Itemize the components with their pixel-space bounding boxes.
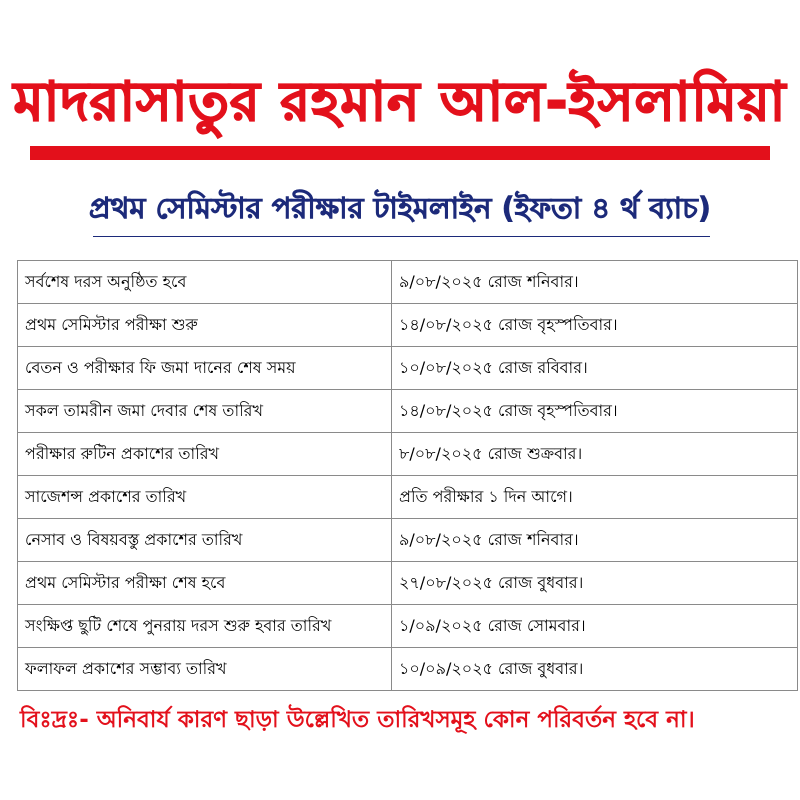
- date-cell: প্রতি পরীক্ষার ১ দিন আগে।: [392, 476, 798, 519]
- institution-title: মাদরাসাতুর রহমান আল-ইসলামিয়া: [13, 70, 787, 133]
- event-cell: সাজেশন্স প্রকাশের তারিখ: [18, 476, 392, 519]
- event-cell: বেতন ও পরীক্ষার ফি জমা দানের শেষ সময়: [18, 347, 392, 390]
- notice-text: বিঃদ্রঃ- অনিবার্য কারণ ছাড়া উল্লেখিত তারিখসমূহ কোন পরিবর্তন হবে না।: [20, 707, 695, 733]
- date-cell: ২৭/০৮/২০২৫ রোজ বুধবার।: [392, 562, 798, 605]
- timeline-subtitle: প্রথম সেমিস্টার পরীক্ষার টাইমলাইন (ইফতা ৪ র্থ ব্যাচ): [89, 191, 711, 225]
- table-row: [18, 519, 798, 562]
- event-cell: সকল তামরীন জমা দেবার শেষ তারিখ: [18, 390, 392, 433]
- date-cell: ৯/০৮/২০২৫ রোজ শনিবার।: [392, 261, 798, 304]
- event-cell: সংক্ষিপ্ত ছুটি শেষে পুনরায় দরস শুরু হবার তারিখ: [18, 605, 392, 648]
- table-row: [18, 648, 798, 691]
- table-row: [18, 390, 798, 433]
- table-row: [18, 605, 798, 648]
- subtitle-underline: [93, 236, 710, 237]
- date-cell: ৮/০৮/২০২৫ রোজ শুক্রবার।: [392, 433, 798, 476]
- event-cell: ফলাফল প্রকাশের সম্ভাব্য তারিখ: [18, 648, 392, 691]
- table-row: [18, 476, 798, 519]
- timeline-table: [17, 260, 798, 691]
- event-cell: সর্বশেষ দরস অনুষ্ঠিত হবে: [18, 261, 392, 304]
- date-cell: ১০/০৯/২০২৫ রোজ বুধবার।: [392, 648, 798, 691]
- date-cell: ১/০৯/২০২৫ রোজ সোমবার।: [392, 605, 798, 648]
- date-cell: ১৪/০৮/২০২৫ রোজ বৃহস্পতিবার।: [392, 390, 798, 433]
- date-cell: ১৪/০৮/২০২৫ রোজ বৃহস্পতিবার।: [392, 304, 798, 347]
- table-row: [18, 562, 798, 605]
- table-row: [18, 261, 798, 304]
- date-cell: ১০/০৮/২০২৫ রোজ রবিবার।: [392, 347, 798, 390]
- table-row: [18, 347, 798, 390]
- event-cell: পরীক্ষার রুটিন প্রকাশের তারিখ: [18, 433, 392, 476]
- event-cell: প্রথম সেমিস্টার পরীক্ষা শেষ হবে: [18, 562, 392, 605]
- date-cell: ৯/০৮/২০২৫ রোজ শনিবার।: [392, 519, 798, 562]
- table-row: [18, 433, 798, 476]
- event-cell: নেসাব ও বিষয়বস্তু প্রকাশের তারিখ: [18, 519, 392, 562]
- event-cell: প্রথম সেমিস্টার পরীক্ষা শুরু: [18, 304, 392, 347]
- table-row: [18, 304, 798, 347]
- title-underline-bar: [30, 146, 770, 160]
